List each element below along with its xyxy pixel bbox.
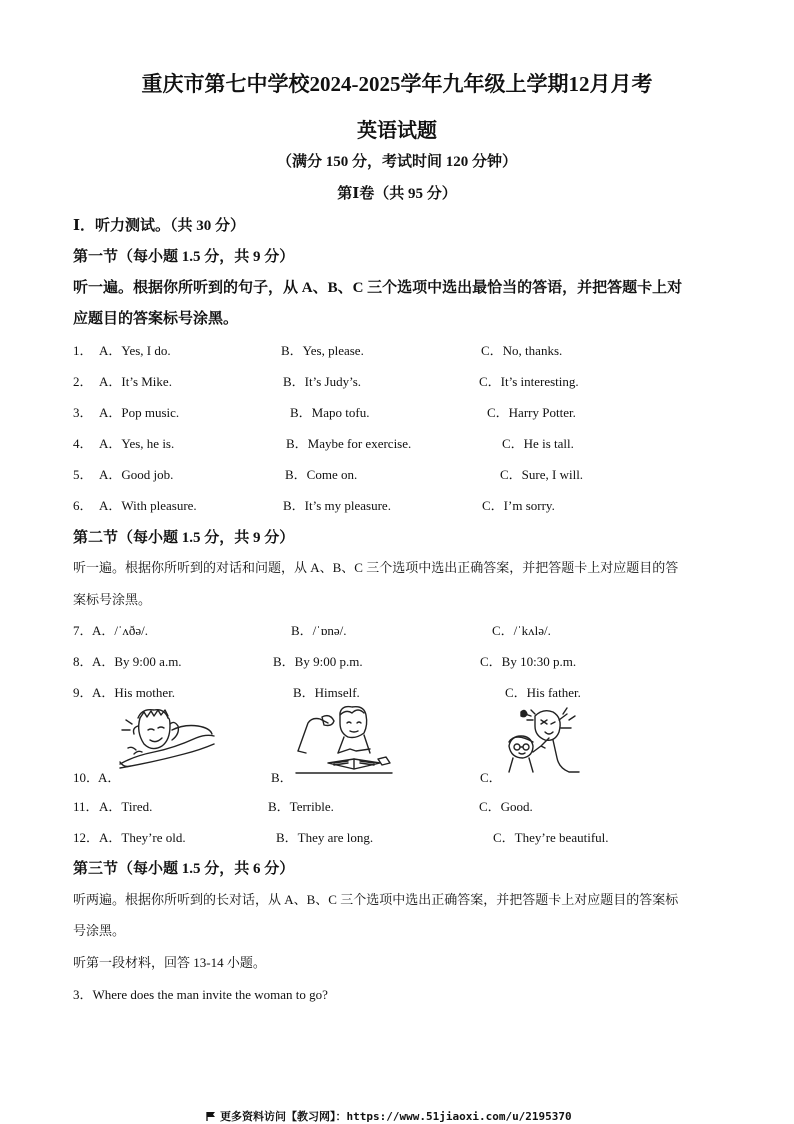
exam-info: （满分 150 分，考试时间 120 分钟） [276, 154, 517, 170]
section1-instruction: 听一遍。根据你所听到的句子，从 A、B、C 三个选项中选出最恰当的答语，并把答题卡上对 [73, 280, 683, 296]
question-number: 8． [73, 654, 93, 669]
part1-heading: Ⅰ．听力测试。（共 30 分） [73, 218, 246, 234]
question-number: 12． [73, 830, 100, 845]
option-b: B．/ˈɒnə/. [291, 623, 347, 638]
option-b: B．Terrible. [268, 799, 334, 814]
question-text: 3．Where does the man invite the woman to go? [73, 987, 328, 1002]
footer [206, 1108, 572, 1124]
option-b: B．It’s Judy’s. [283, 374, 362, 389]
question-number: 5． [73, 467, 93, 482]
option-c: C．No, thanks. [481, 343, 563, 358]
question-number: 10． [73, 770, 100, 785]
option-a: A．/ˈʌðə/. [92, 623, 148, 638]
option-c: C．Good. [479, 799, 533, 814]
option-a: A．By 9:00 a.m. [92, 654, 182, 669]
section3-instruction-cont: 号涂黑。 [73, 923, 126, 938]
section1-heading: 第一节（每小题 1.5 分，共 9 分） [73, 249, 295, 265]
option-a: A．His mother. [92, 685, 176, 700]
material-intro: 听第一段材料，回答 13-14 小题。 [73, 955, 266, 970]
question-number: 4． [73, 436, 93, 451]
option-b: B．Himself. [293, 685, 360, 700]
page-subtitle: 英语试题 [357, 120, 437, 142]
volume-heading: 第Ⅰ卷（共 95 分） [337, 186, 457, 202]
option-c: C．Harry Potter. [487, 405, 576, 420]
option-c: C．His father. [505, 685, 581, 700]
option-a: A． [98, 770, 121, 785]
boy-studying-illustration [294, 703, 394, 777]
page-title: 重庆市第七中学校2024-2025学年九年级上学期12月月考 [141, 72, 653, 96]
section3-heading: 第三节（每小题 1.5 分，共 6 分） [73, 861, 295, 877]
option-c: C．/ˈkʌlə/. [492, 623, 551, 638]
option-c: C．I’m sorry. [482, 498, 555, 513]
option-a: A．They’re old. [99, 830, 186, 845]
option-c: C．They’re beautiful. [493, 830, 609, 845]
option-b: B．Come on. [285, 467, 358, 482]
option-b: B． [271, 770, 293, 785]
option-a: A．Yes, he is. [99, 436, 175, 451]
section3-instruction: 听两遍。根据你所听到的长对话，从 A、B、C 三个选项中选出正确答案，并把答题卡上对应题目的答案标 [73, 892, 679, 907]
question-number: 2． [73, 374, 93, 389]
option-c: C． [480, 770, 502, 785]
option-a: A．Tired. [99, 799, 153, 814]
option-b: B．By 9:00 p.m. [273, 654, 363, 669]
option-a: A．Yes, I do. [99, 343, 171, 358]
option-a: A．It’s Mike. [99, 374, 172, 389]
section2-instruction-cont: 案标号涂黑。 [73, 592, 152, 607]
footer-link[interactable]: 更多资料访问【教习网】：https://www.51jiaoxi.com/u/2195370 [220, 1110, 572, 1123]
question-number: 9． [73, 685, 93, 700]
question-number: 11． [73, 799, 99, 814]
option-b: B．It’s my pleasure. [283, 498, 391, 513]
option-c: C．Sure, I will. [500, 467, 584, 482]
question-number: 6． [73, 498, 93, 513]
section1-instruction-cont: 应题目的答案标号涂黑。 [73, 311, 239, 327]
option-b: B．Yes, please. [281, 343, 364, 358]
option-c: C．He is tall. [502, 436, 574, 451]
option-b: B．Mapo tofu. [290, 405, 370, 420]
option-a: A．With pleasure. [99, 498, 197, 513]
option-a: A．Good job. [99, 467, 174, 482]
section2-instruction: 听一遍。根据你所听到的对话和问题，从 A、B、C 三个选项中选出正确答案，并把答题卡上对应题目的答 [73, 560, 679, 575]
option-c: C．It’s interesting. [479, 374, 579, 389]
option-a: A．Pop music. [99, 405, 180, 420]
option-c: C．By 10:30 p.m. [480, 654, 577, 669]
question-number: 1． [73, 343, 93, 358]
option-b: B．Maybe for exercise. [286, 436, 412, 451]
section2-heading: 第二节（每小题 1.5 分，共 9 分） [73, 530, 295, 546]
question-number: 7． [73, 623, 93, 638]
sick-person-in-bed-illustration [114, 704, 218, 772]
flag-icon [206, 1111, 216, 1122]
dizzy-person-illustration [497, 706, 581, 778]
option-b: B．They are long. [276, 830, 374, 845]
question-number: 3． [73, 405, 93, 420]
